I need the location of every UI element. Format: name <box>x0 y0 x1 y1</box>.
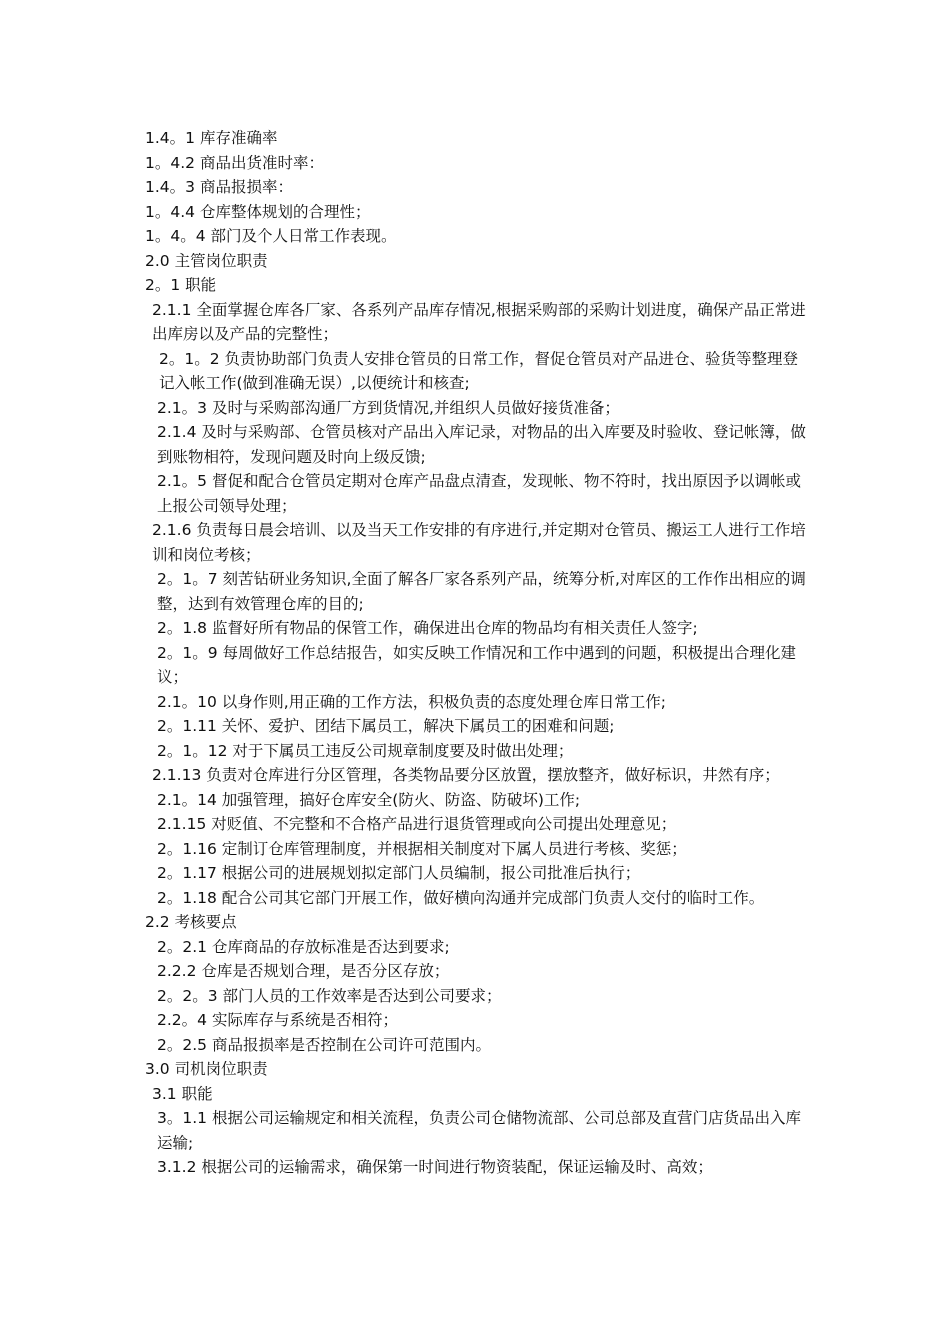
text-paragraph: 2。1。9 每周做好工作总结报告，如实反映工作情况和工作中遇到的问题，积极提出合理化建议； <box>157 643 797 686</box>
text-paragraph: 2.1。5 督促和配合仓管员定期对仓库产品盘点清查，发现帐、物不符时，找出原因予以调帐或上报公司领导处理； <box>157 472 801 515</box>
subsection-heading: 2.2 考核要点 <box>145 913 237 931</box>
document-body <box>145 126 807 1180</box>
section-heading: 3.0 司机岗位职责 <box>145 1060 268 1078</box>
text-paragraph: 2。2.5 商品报损率是否控制在公司许可范围内。 <box>157 1035 491 1054</box>
text-paragraph: 2.2。4 实际库存与系统是否相符； <box>157 1011 398 1029</box>
text-paragraph: 2。1。7 刻苦钻研业务知识,全面了解各厂家各系列产品，统筹分析,对库区的工作作出相应的调整，达到有效管理仓库的目的; <box>157 570 806 613</box>
text-paragraph: 2。1.17 根据公司的进展规划拟定部门人员编制，报公司批准后执行； <box>157 864 641 882</box>
text-paragraph: 2。1。12 对于下属员工违反公司规章制度要及时做出处理； <box>157 741 574 760</box>
text-paragraph: 2。1。2 负责协助部门负责人安排仓管员的日常工作，督促仓管员对产品进仓、验货等整理登记入帐工作(做到准确无误）,以便统计和核查; <box>159 349 799 392</box>
text-line: 1。4。4 部门及个人日常工作表现。 <box>145 227 397 245</box>
text-paragraph: 2。2.1 仓库商品的存放标准是否达到要求; <box>157 937 450 956</box>
text-paragraph: 2.2.2 仓库是否规划合理，是否分区存放； <box>157 962 450 980</box>
text-paragraph: 2。1.8 监督好所有物品的保管工作，确保进出仓库的物品均有相关责任人签字; <box>157 619 698 637</box>
text-paragraph: 2.1.4 及时与采购部、仓管员核对产品出入库记录，对物品的出入库要及时验收、登记帐簿，做到账物相符，发现问题及时向上级反馈; <box>157 423 806 466</box>
text-paragraph: 2.1.15 对贬值、不完整和不合格产品进行退货管理或向公司提出处理意见； <box>157 815 677 833</box>
text-line: 1.4。3 商品报损率： <box>145 178 293 196</box>
text-line: 1。4.2 商品出货准时率： <box>145 153 324 172</box>
text-paragraph: 2。1.16 定制订仓库管理制度，并根据相关制度对下属人员进行考核、奖惩； <box>157 839 687 858</box>
text-paragraph: 2.1。14 加强管理，搞好仓库安全(防火、防盗、防破坏)工作; <box>157 790 581 809</box>
text-paragraph: 2.1.1 全面掌握仓库各厂家、各系列产品库存情况,根据采购部的采购计划进度，确保产品正常进出库房以及产品的完整性； <box>152 300 806 343</box>
text-paragraph: 2.1.6 负责每日晨会培训、以及当天工作安排的有序进行,并定期对仓管员、搬运工人进行工作培训和岗位考核； <box>152 521 806 564</box>
subsection-heading: 2。1 职能 <box>145 276 217 294</box>
text-paragraph: 2.1.13 负责对仓库进行分区管理，各类物品要分区放置，摆放整齐，做好标识，井然有序； <box>152 766 780 784</box>
text-paragraph: 2.1。10 以身作则,用正确的工作方法，积极负责的态度处理仓库日常工作; <box>157 692 666 711</box>
section-heading: 2.0 主管岗位职责 <box>145 251 268 270</box>
text-paragraph: 3.1.2 根据公司的运输需求，确保第一时间进行物资装配，保证运输及时、高效； <box>157 1158 713 1176</box>
text-paragraph: 2.1。3 及时与采购部沟通厂方到货情况,并组织人员做好接货准备； <box>157 398 620 417</box>
text-line: 1。4.4 仓库整体规划的合理性； <box>145 202 371 221</box>
subsection-heading: 3.1 职能 <box>152 1084 213 1103</box>
text-paragraph: 2。1.18 配合公司其它部门开展工作，做好横向沟通并完成部门负责人交付的临时工作。 <box>157 888 765 907</box>
text-paragraph: 3。1.1 根据公司运输规定和相关流程，负责公司仓储物流部、公司总部及直营门店货品出入库运输; <box>157 1109 801 1152</box>
text-paragraph: 2。2。3 部门人员的工作效率是否达到公司要求； <box>157 986 502 1005</box>
text-paragraph: 2。1.11 关怀、爱护、团结下属员工，解决下属员工的困难和问题; <box>157 717 615 735</box>
text-line: 1.4。1 库存准确率 <box>145 129 278 147</box>
